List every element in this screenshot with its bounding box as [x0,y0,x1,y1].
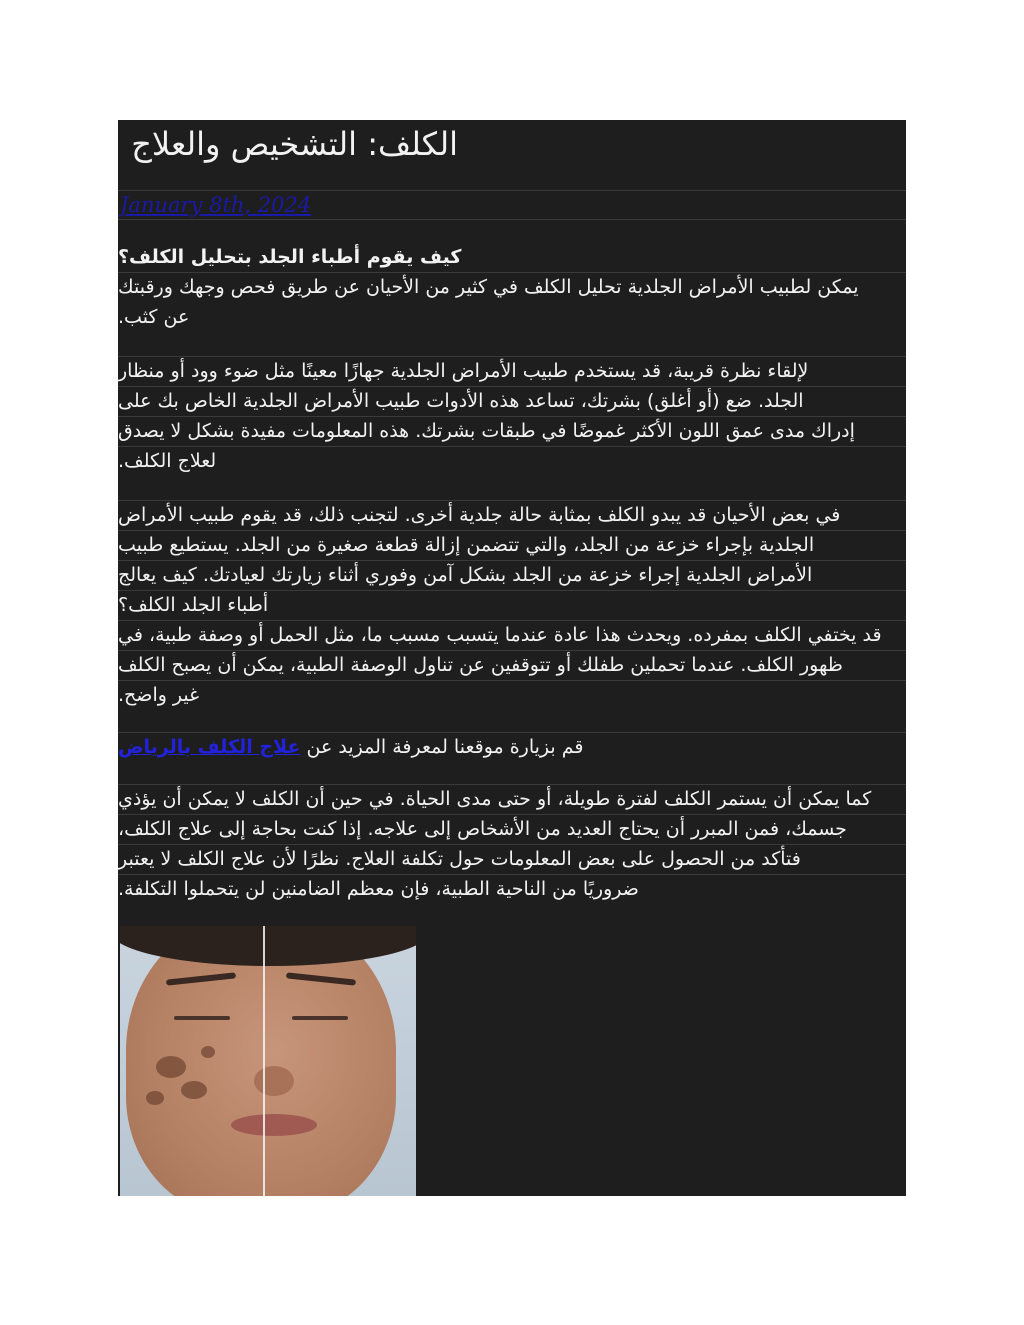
eyebrow-right [286,972,356,985]
visit-text: قم بزيارة موقعنا لمعرفة المزيد عن [306,736,584,758]
visit-line [118,732,904,762]
before-after-divider [263,926,265,1196]
paragraph-line: أطباء الجلد الكلف؟ [118,594,269,616]
paragraph-line: لعلاج الكلف. [118,450,217,472]
article-title: الكلف: التشخيص والعلاج [131,125,458,163]
melasma-spot [201,1046,215,1058]
paragraph-line: يمكن لطبيب الأمراض الجلدية تحليل الكلف في كثير من الأحيان عن طريق فحص وجهك ورقبتك [118,276,859,298]
paragraph-line: الجلدية بإجراء خزعة من الجلد، والتي تتضمن إزالة قطعة صغيرة من الجلد. يستطيع طبيب [118,534,815,556]
melasma-before-after-image [120,926,416,1196]
paragraph-line: كما يمكن أن يستمر الكلف لفترة طويلة، أو حتى مدى الحياة. في حين أن الكلف لا يمكن أن يؤذي [118,788,872,810]
eye-right [292,1016,348,1020]
paragraph-line: عن كثب. [118,306,190,328]
paragraph-line: فتأكد من الحصول على بعض المعلومات حول تكلفة العلاج. نظرًا لأن علاج الكلف لا يعتبر [118,848,801,870]
melasma-spot [146,1091,164,1105]
eye-left [174,1016,230,1020]
paragraph-line: ضروريًا من الناحية الطبية، فإن معظم الضامنين لن يتحملوا التكلفة. [118,878,639,900]
melasma-spot [156,1056,186,1078]
face-illustration [126,926,396,1196]
paragraph-line: ظهور الكلف. عندما تحملين طفلك أو تتوقفين عن تناول الوصفة الطبية، يمكن أن يصبح الكلف [118,654,843,676]
article-date-link[interactable]: January 8th, 2024 [120,193,312,217]
treatment-link[interactable]: علاج الكلف بالرياض [118,736,301,758]
eyebrow-left [166,972,236,985]
lips [231,1114,317,1136]
paragraph-line: الجلد. ضع (أو أغلق) بشرتك، تساعد هذه الأدوات طبيب الأمراض الجلدية الخاص بك على [118,390,804,412]
paragraph-line: جسمك، فمن المبرر أن يحتاج العديد من الأشخاص إلى علاجه. إذا كنت بحاجة إلى علاج الكلف، [118,818,847,840]
article-panel [118,120,906,1196]
paragraph-line: لإلقاء نظرة قريبة، قد يستخدم طبيب الأمراض الجلدية جهازًا معينًا مثل ضوء وود أو منظار [118,360,809,382]
paragraph-line: غير واضح. [118,684,200,706]
paragraph-line: إدراك مدى عمق اللون الأكثر غموضًا في طبقات بشرتك. هذه المعلومات مفيدة بشكل لا يصدق [118,420,855,442]
paragraph-line: قد يختفي الكلف بمفرده. ويحدث هذا عادة عندما يتسبب مسبب ما، مثل الحمل أو وصفة طبية، في [118,624,882,646]
section-heading: كيف يقوم أطباء الجلد بتحليل الكلف؟ [118,246,462,268]
melasma-spot [181,1081,207,1099]
paragraph-line: الأمراض الجلدية إجراء خزعة من الجلد بشكل آمن وفوري أثناء زيارتك لعيادتك. كيف يعالج [118,564,813,586]
paragraph-line: في بعض الأحيان قد يبدو الكلف بمثابة حالة جلدية أخرى. لتجنب ذلك، قد يقوم طبيب الأمراض [118,504,841,526]
divider [118,219,906,220]
nose [254,1066,294,1096]
